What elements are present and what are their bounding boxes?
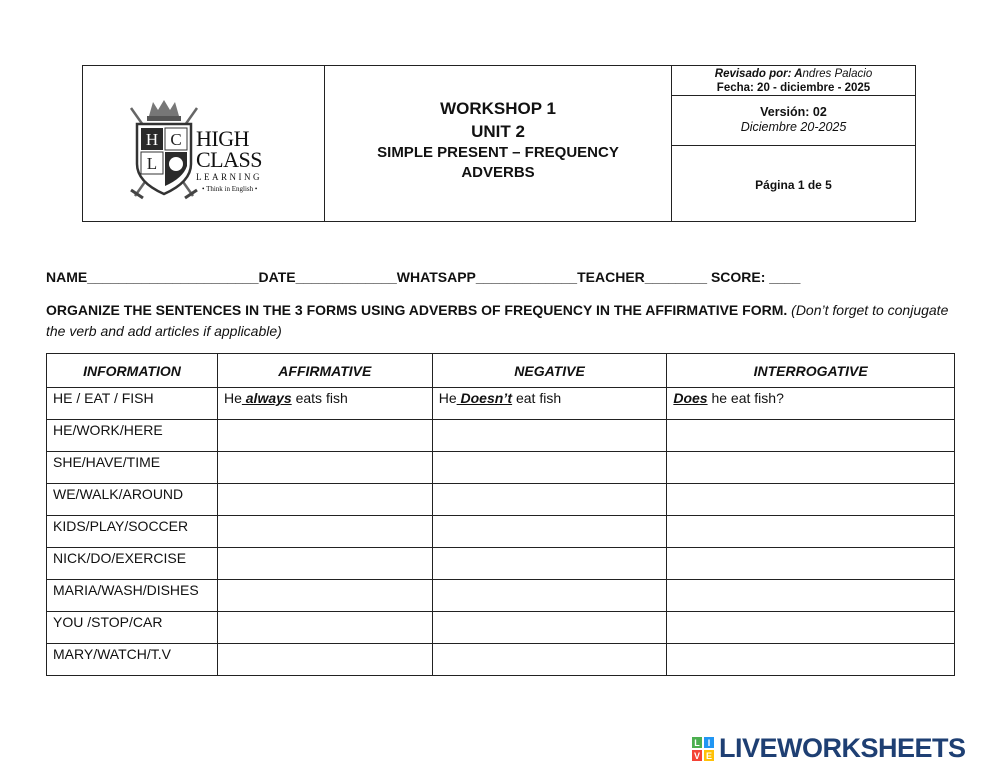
table-row: [47, 644, 955, 676]
revision-date: Fecha: 20 - diciembre - 2025: [716, 82, 871, 94]
answer-affirmative[interactable]: [217, 612, 432, 644]
topic-line-1: SIMPLE PRESENT – FREQUENCY: [377, 144, 619, 161]
logo-line-class: CLASS: [196, 147, 262, 172]
exercise-table: [46, 353, 955, 676]
crest-logo-icon: [127, 98, 201, 208]
meta-cell: [672, 66, 915, 221]
example-aff-adverb: always: [241, 390, 292, 406]
example-neg-aux: Doesn’t: [456, 390, 513, 406]
table-row: [47, 580, 955, 612]
topic-line-2: ADVERBS: [461, 164, 535, 181]
answer-negative[interactable]: [432, 548, 667, 580]
example-negative: [432, 388, 667, 420]
table-header-row: [47, 354, 955, 388]
liveworksheets-logo[interactable]: [692, 733, 966, 764]
answer-negative[interactable]: [432, 420, 667, 452]
workshop-title: WORKSHOP 1: [440, 99, 556, 118]
version-date: Diciembre 20-2025: [740, 120, 847, 134]
instructions-main: ORGANIZE THE SENTENCES IN THE 3 FORMS USING ADVERBS OF FREQUENCY IN THE AFFIRMATIVE FORM.: [46, 302, 788, 318]
shield-letter-c: C: [170, 130, 182, 149]
example-aff-rest: eats fish: [291, 390, 348, 406]
student-info-line: NAME______________________DATE_____________WHATSAPP_____________TEACHER________ SCORE: ____: [46, 269, 801, 285]
answer-affirmative[interactable]: [217, 420, 432, 452]
example-neg-subject: He: [438, 390, 457, 406]
example-info: HE / EAT / FISH: [47, 388, 218, 420]
table-row: [47, 420, 955, 452]
answer-affirmative[interactable]: [217, 644, 432, 676]
badge-letter-i: I: [707, 737, 711, 748]
answer-negative[interactable]: [432, 580, 667, 612]
logo-tagline: • Think in English •: [202, 185, 258, 193]
answer-affirmative[interactable]: [217, 516, 432, 548]
example-aff-subject: He: [223, 390, 242, 406]
row-info: MARIA/WASH/DISHES: [47, 580, 218, 612]
answer-negative[interactable]: [432, 516, 667, 548]
table-row: [47, 612, 955, 644]
title-cell: [325, 66, 672, 221]
example-affirmative: [217, 388, 432, 420]
logo-line-learning: LEARNING: [196, 172, 262, 182]
answer-negative[interactable]: [432, 452, 667, 484]
row-info: MARY/WATCH/T.V: [47, 644, 218, 676]
header-negative: NEGATIVE: [432, 354, 667, 388]
badge-letter-e: E: [705, 750, 713, 761]
example-int-aux: Does: [673, 390, 708, 406]
header-affirmative: AFFIRMATIVE: [217, 354, 432, 388]
revised-label: Revisado por: A: [714, 68, 803, 80]
row-info: SHE/HAVE/TIME: [47, 452, 218, 484]
header-interrogative: INTERROGATIVE: [667, 354, 955, 388]
instructions-note: (Don’t forget to conjugate the verb and add articles if applicable): [46, 302, 949, 339]
badge-letter-l: L: [694, 737, 700, 748]
answer-interrogative[interactable]: [667, 548, 955, 580]
example-row: [47, 388, 955, 420]
answer-negative[interactable]: [432, 484, 667, 516]
page-number: Página 1 de 5: [755, 178, 832, 192]
answer-affirmative[interactable]: [217, 580, 432, 612]
revision-info: [672, 66, 915, 96]
answer-negative[interactable]: [432, 644, 667, 676]
answer-interrogative[interactable]: [667, 516, 955, 548]
answer-affirmative[interactable]: [217, 484, 432, 516]
answer-negative[interactable]: [432, 612, 667, 644]
revised-name: ndres Palacio: [802, 68, 873, 80]
shield-letter-h: H: [145, 130, 159, 149]
instructions: [46, 300, 958, 342]
table-row: [47, 548, 955, 580]
shield-letter-l: L: [146, 154, 158, 173]
liveworksheets-badge-icon: [692, 737, 714, 761]
table-row: [47, 516, 955, 548]
header-information: INFORMATION: [47, 354, 218, 388]
example-int-rest: he eat fish?: [707, 390, 784, 406]
answer-interrogative[interactable]: [667, 452, 955, 484]
answer-affirmative[interactable]: [217, 452, 432, 484]
row-info: HE/WORK/HERE: [47, 420, 218, 452]
answer-interrogative[interactable]: [667, 420, 955, 452]
row-info: YOU /STOP/CAR: [47, 612, 218, 644]
liveworksheets-wordmark: LIVEWORKSHEETS: [719, 733, 966, 763]
logo-line-high: HIGH: [196, 126, 249, 151]
row-info: WE/WALK/AROUND: [47, 484, 218, 516]
version-info: [672, 96, 915, 146]
answer-interrogative[interactable]: [667, 484, 955, 516]
example-interrogative: [667, 388, 955, 420]
answer-interrogative[interactable]: [667, 644, 955, 676]
example-neg-rest: eat fish: [512, 390, 562, 406]
version-number: Versión: 02: [760, 105, 827, 119]
unit-title: UNIT 2: [471, 122, 525, 141]
table-row: [47, 484, 955, 516]
logo-cell: [83, 66, 325, 221]
row-info: NICK/DO/EXERCISE: [47, 548, 218, 580]
logo-wordmark: [196, 128, 262, 195]
badge-letter-v: V: [693, 750, 701, 761]
answer-interrogative[interactable]: [667, 612, 955, 644]
answer-affirmative[interactable]: [217, 548, 432, 580]
row-info: KIDS/PLAY/SOCCER: [47, 516, 218, 548]
table-row: [47, 452, 955, 484]
answer-interrogative[interactable]: [667, 580, 955, 612]
document-header: [82, 65, 916, 222]
